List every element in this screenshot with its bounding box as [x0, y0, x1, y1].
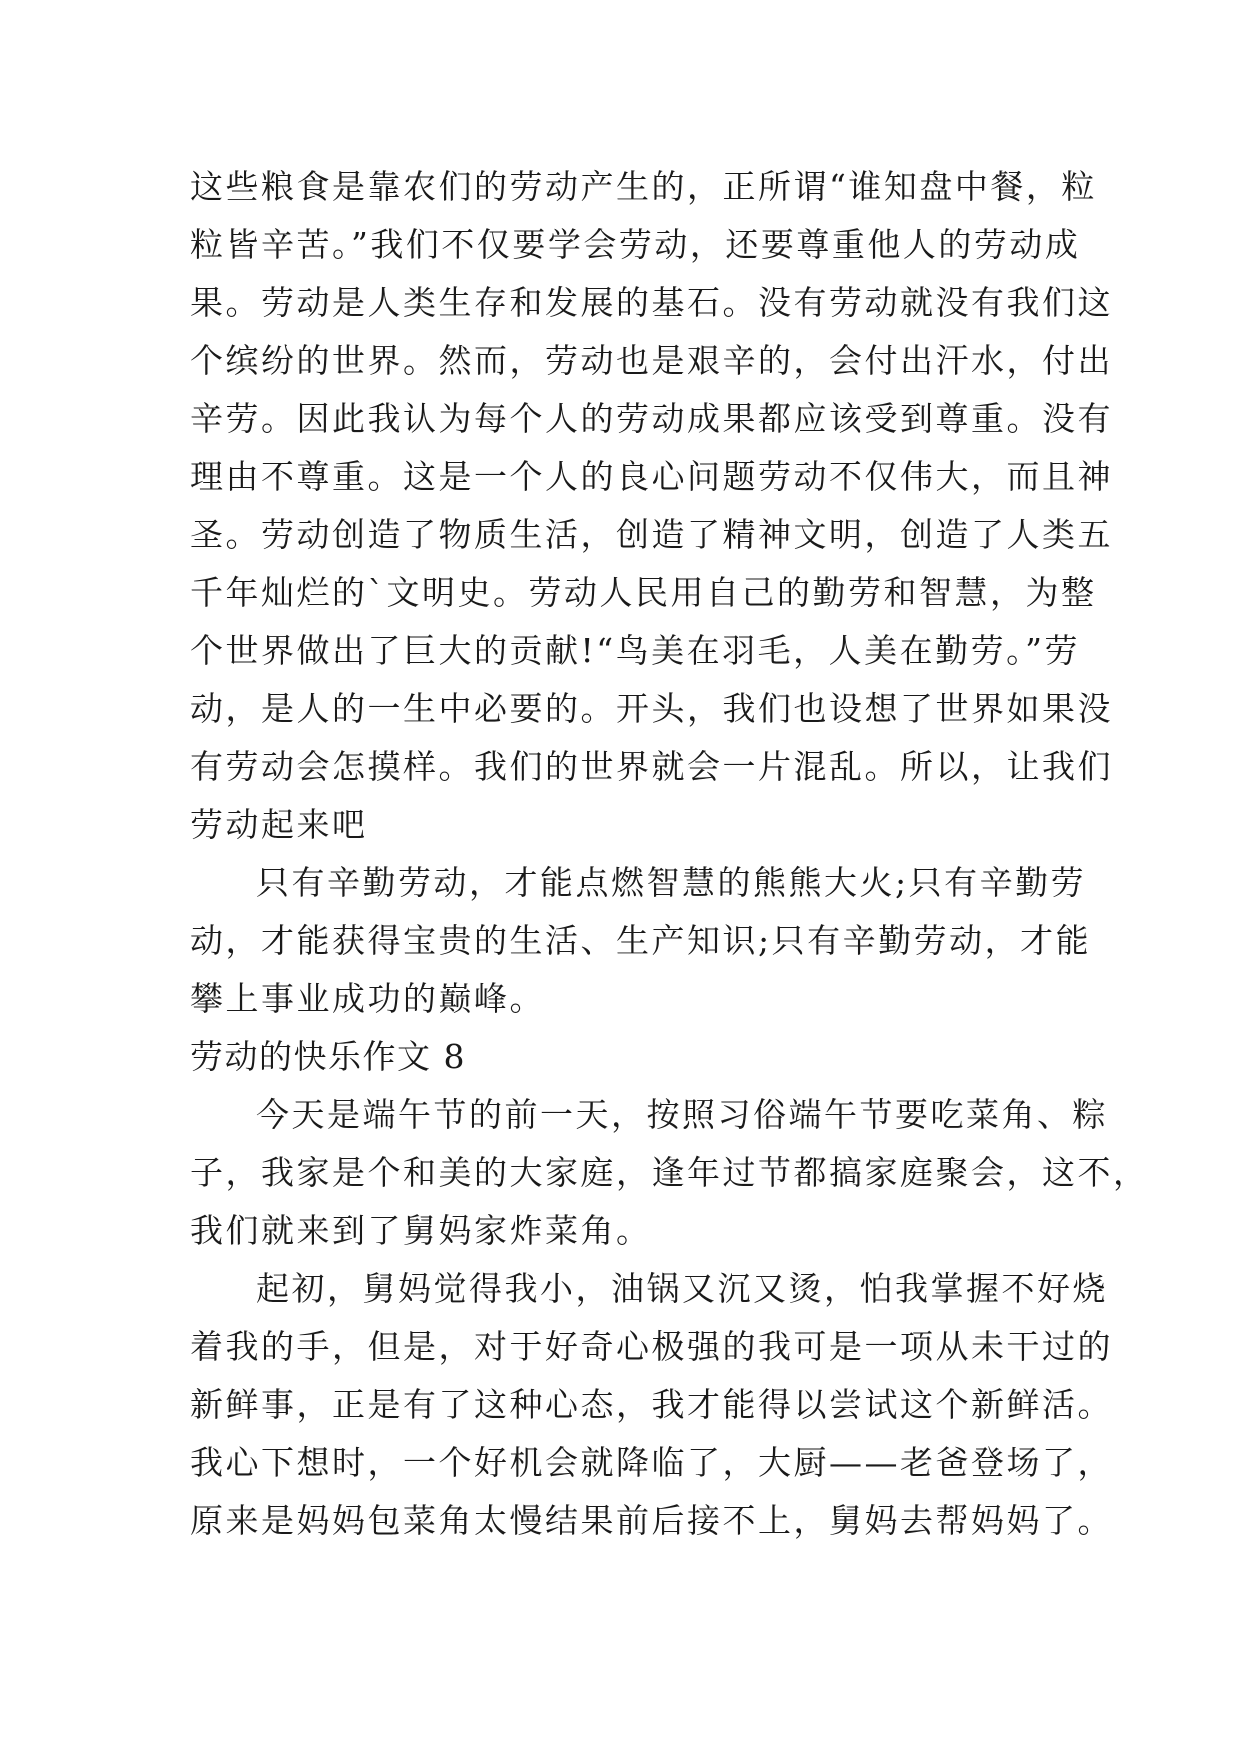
paragraph-start-line: 今天是端午节的前一天，按照习俗端午节要吃菜角、粽	[256, 1095, 1108, 1134]
text-line: 子，我家是个和美的大家庭，逢年过节都搞家庭聚会，这不，	[190, 1153, 1149, 1192]
text-line: 着我的手，但是，对于好奇心极强的我可是一项从未干过的	[190, 1327, 1113, 1366]
text-line: 动，是人的一生中必要的。开头，我们也设想了世界如果没	[190, 689, 1113, 728]
paragraph-start-line: 只有辛勤劳动，才能点燃智慧的熊熊大火;只有辛勤劳	[256, 863, 1087, 902]
text-line: 果。劳动是人类生存和发展的基石。没有劳动就没有我们这	[190, 283, 1113, 322]
text-line: 我心下想时，一个好机会就降临了，大厨——老爸登场了，	[190, 1443, 1113, 1482]
text-line: 理由不尊重。这是一个人的良心问题劳动不仅伟大，而且神	[190, 457, 1113, 496]
text-line: 圣。劳动创造了物质生活，创造了精神文明，创造了人类五	[190, 515, 1113, 554]
text-line: 原来是妈妈包菜角太慢结果前后接不上，舅妈去帮妈妈了。	[190, 1501, 1113, 1540]
text-line: 攀上事业成功的巅峰。	[190, 979, 545, 1018]
text-line: 有劳动会怎摸样。我们的世界就会一片混乱。所以，让我们	[190, 747, 1113, 786]
text-line: 个缤纷的世界。然而，劳动也是艰辛的，会付出汗水，付出	[190, 341, 1113, 380]
text-line: 我们就来到了舅妈家炸菜角。	[190, 1211, 652, 1250]
text-line: 辛劳。因此我认为每个人的劳动成果都应该受到尊重。没有	[190, 399, 1113, 438]
section-heading: 劳动的快乐作文 8	[190, 1037, 466, 1076]
text-line: 劳动起来吧	[190, 805, 368, 844]
text-line: 新鲜事，正是有了这种心态，我才能得以尝试这个新鲜活。	[190, 1385, 1113, 1424]
text-line: 粒皆辛苦。”我们不仅要学会劳动，还要尊重他人的劳动成	[190, 225, 1081, 264]
text-line: 个世界做出了巨大的贡献!“鸟美在羽毛，人美在勤劳。”劳	[190, 631, 1081, 670]
document-body	[190, 158, 1149, 1550]
text-line: 动，才能获得宝贵的生活、生产知识;只有辛勤劳动，才能	[190, 921, 1092, 960]
text-line: 千年灿烂的`文明史。劳动人民用自己的勤劳和智慧，为整	[190, 573, 1097, 612]
paragraph-start-line: 起初，舅妈觉得我小，油锅又沉又烫，怕我掌握不好烧	[256, 1269, 1108, 1308]
text-line: 这些粮食是靠农们的劳动产生的，正所谓“谁知盘中餐，粒	[190, 167, 1097, 206]
